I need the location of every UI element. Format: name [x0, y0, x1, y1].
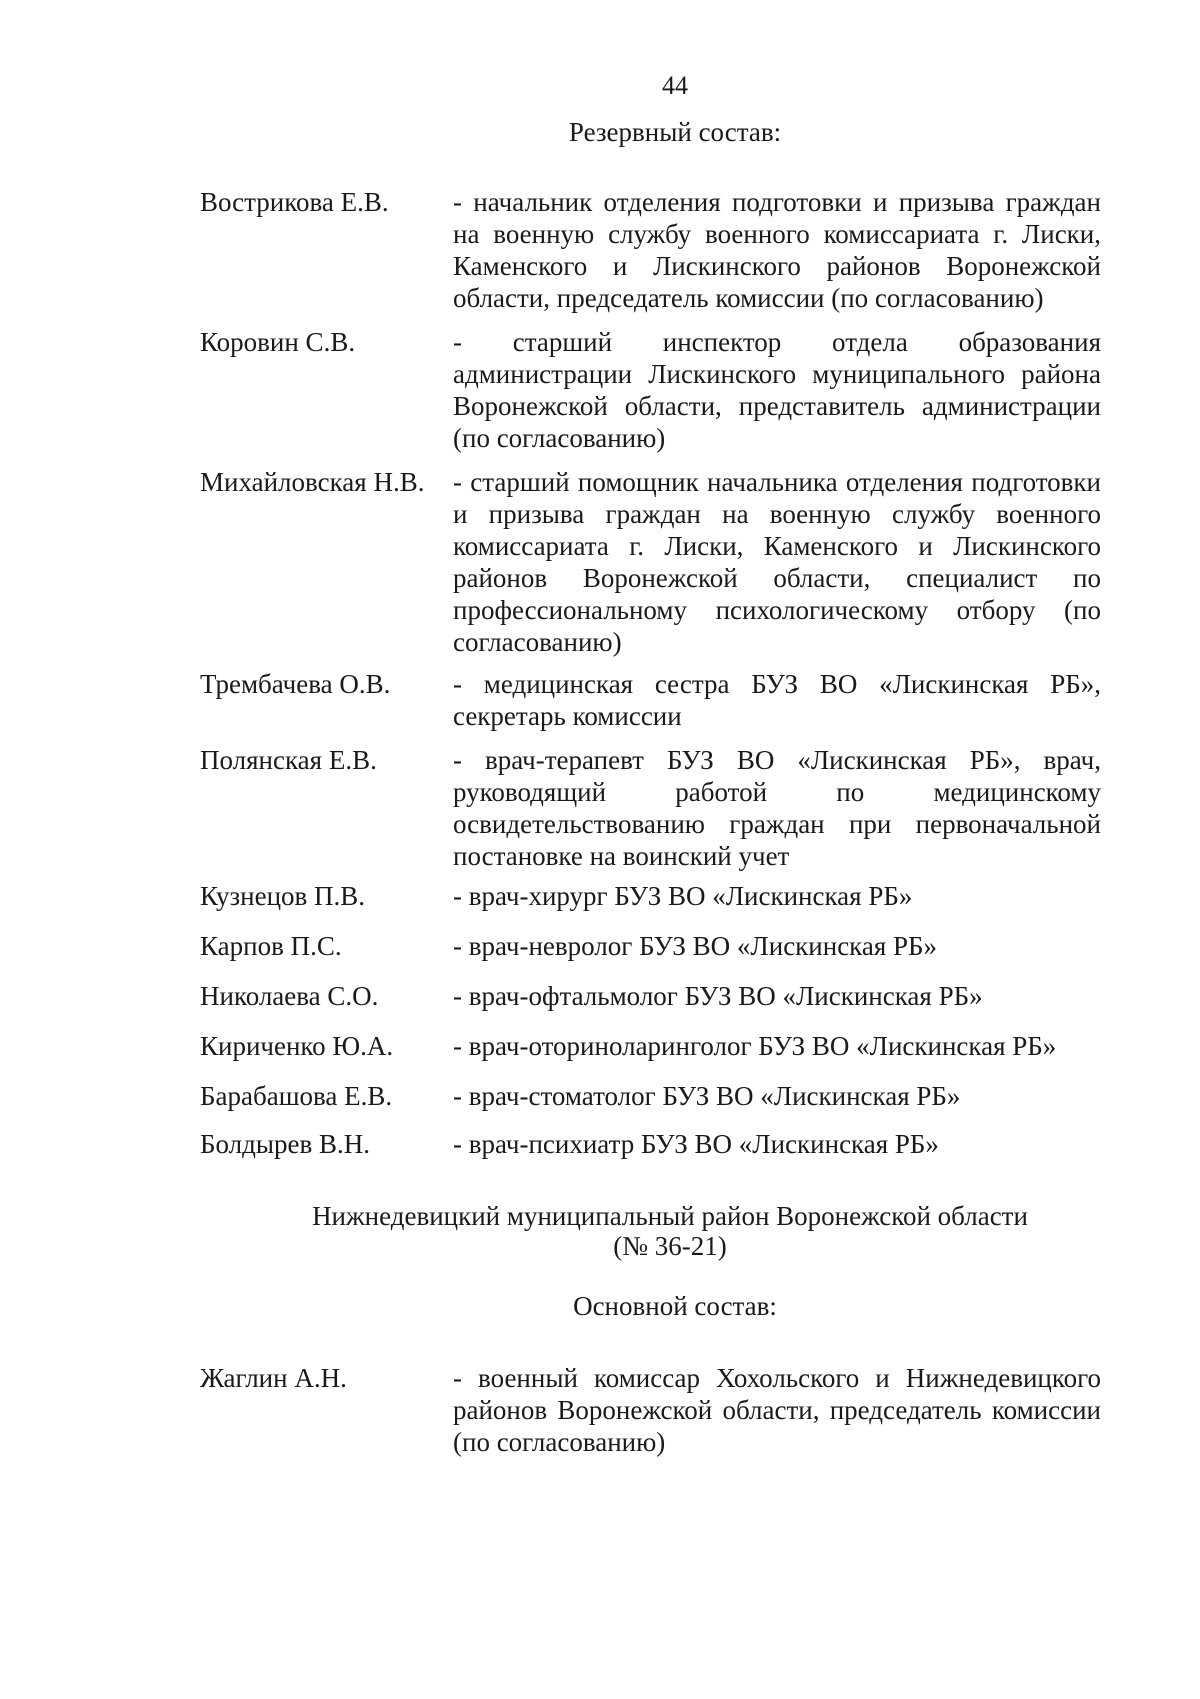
- member-role: - врач-оториноларинголог БУЗ ВО «Лискинская РБ»: [453, 1031, 1057, 1061]
- member-role: - старший инспектор отдела образования администрации Лискинского муниципального района Воронежской области, представитель администрации (по согласованию): [453, 327, 1101, 453]
- member-role: - врач-офтальмолог БУЗ ВО «Лискинская РБ»: [453, 981, 983, 1011]
- member-name: Кириченко Ю.А.: [200, 1031, 394, 1061]
- member-name: Карпов П.С.: [200, 931, 342, 961]
- member-name: Михайловская Н.В.: [200, 467, 425, 497]
- page-number: 44: [662, 71, 688, 100]
- member-name: Барабашова Е.В.: [200, 1081, 393, 1111]
- member-role: - медицинская сестра БУЗ ВО «Лискинская РБ», секретарь комиссии: [453, 669, 1101, 731]
- district-title: Нижнедевицкий муниципальный район Воронежской области: [312, 1201, 1028, 1231]
- district-number: (№ 36-21): [613, 1231, 727, 1261]
- member-role: - врач-стоматолог БУЗ ВО «Лискинская РБ»: [453, 1081, 961, 1111]
- member-name: Трембачева О.В.: [200, 669, 391, 699]
- main-heading: Основной состав:: [573, 1291, 777, 1321]
- member-name: Полянская Е.В.: [200, 745, 377, 775]
- member-name: Коровин С.В.: [200, 327, 356, 357]
- member-name: Вострикова Е.В.: [200, 187, 389, 217]
- reserve-heading: Резервный состав:: [568, 117, 782, 147]
- member-name: Жаглин А.Н.: [200, 1363, 347, 1393]
- member-name: Болдырев В.Н.: [200, 1129, 370, 1159]
- member-name: Кузнецов П.В.: [200, 881, 366, 911]
- member-name: Николаева С.О.: [200, 981, 379, 1011]
- member-role: - старший помощник начальника отделения подготовки и призыва граждан на военную службу военного комиссариата г. Лиски, Каменского и Лискинского районов Воронежской области, специалист по профессиональному психологическому отбору (по согласованию): [453, 467, 1101, 657]
- member-role: - начальник отделения подготовки и призыва граждан на военную службу военного комиссариата г. Лиски, Каменского и Лискинского районов Воронежской области, председатель комиссии (по согласованию): [453, 187, 1101, 313]
- member-role: - врач-психиатр БУЗ ВО «Лискинская РБ»: [453, 1129, 939, 1159]
- member-role: - военный комиссар Хохольского и Нижнедевицкого районов Воронежской области, председатель комиссии (по согласованию): [453, 1363, 1101, 1457]
- member-role: - врач-невролог БУЗ ВО «Лискинская РБ»: [453, 931, 938, 961]
- member-role: - врач-терапевт БУЗ ВО «Лискинская РБ», врач, руководящий работой по медицинскому освидетельствованию граждан при первоначальной постановке на воинский учет: [453, 745, 1101, 871]
- member-role: - врач-хирург БУЗ ВО «Лискинская РБ»: [453, 881, 913, 911]
